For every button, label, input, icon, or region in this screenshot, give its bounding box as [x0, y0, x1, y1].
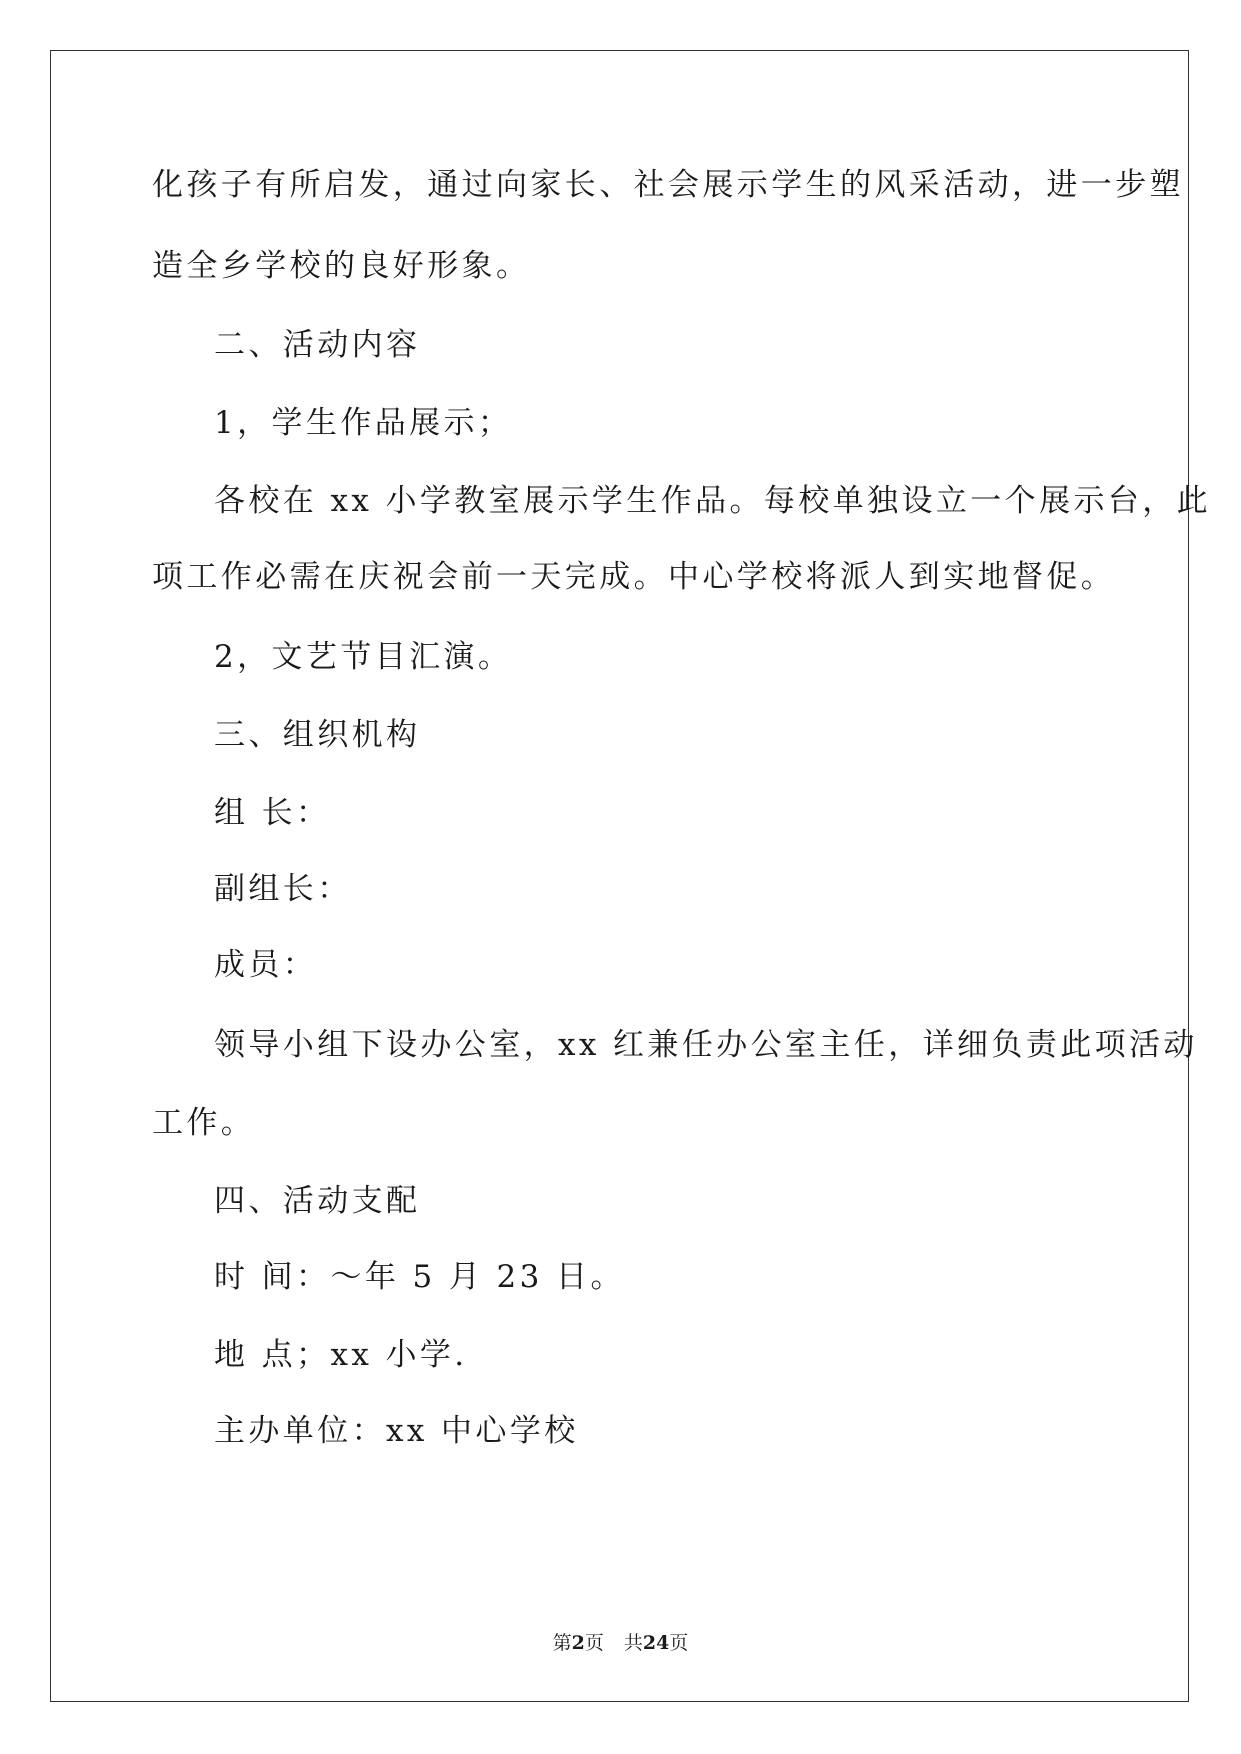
- field-label: 地 点；xx 小学.: [214, 1337, 468, 1373]
- subheading: 2，文艺节目汇演。: [214, 639, 513, 675]
- field-label: 副组长：: [214, 871, 352, 907]
- total-suffix: 页: [669, 1632, 689, 1654]
- section-heading: 四、活动支配: [214, 1183, 421, 1219]
- field-label: 时 间：～年 5 月 23 日。: [214, 1259, 625, 1295]
- page-suffix: 页: [584, 1632, 604, 1654]
- paragraph-line: 化孩子有所启发，通过向家长、社会展示学生的风采活动，进一步塑: [152, 167, 1184, 203]
- paragraph-line: 领导小组下设办公室，xx 红兼任办公室主任，详细负责此项活动: [214, 1027, 1198, 1063]
- page-prefix: 第: [552, 1632, 572, 1654]
- subheading: 1，学生作品展示；: [214, 405, 513, 441]
- paragraph-line: 项工作必需在庆祝会前一天完成。中心学校将派人到实地督促。: [152, 559, 1116, 595]
- paragraph-line: 各校在 xx 小学教室展示学生作品。每校单独设立一个展示台，此: [214, 483, 1212, 519]
- field-label: 成员：: [214, 947, 318, 983]
- field-label: 组 长：: [214, 795, 331, 831]
- total-prefix: 共: [623, 1632, 643, 1654]
- paragraph-line: 工作。: [152, 1105, 256, 1141]
- section-heading: 二、活动内容: [214, 327, 421, 363]
- total-pages: 24: [642, 1632, 670, 1654]
- page-number: 2: [571, 1632, 585, 1654]
- section-heading: 三、组织机构: [214, 717, 421, 753]
- page-footer: [0, 1628, 1241, 1655]
- paragraph-line: 造全乡学校的良好形象。: [152, 248, 531, 284]
- field-label: 主办单位：xx 中心学校: [214, 1413, 579, 1449]
